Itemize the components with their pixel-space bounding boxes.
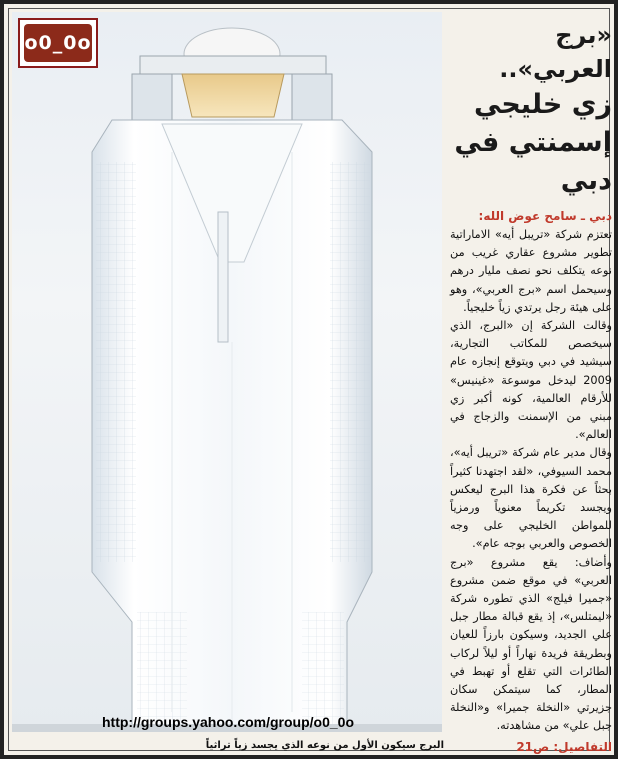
paragraph: وقال مدير عام شركة «تريبل أيه»، محمد السيوفي، «لقد اجتهدنا كثيراً بحثاً عن فكرة هذا البرج ليعكس ويجسد تكريماً معنوياً ورمزياً للمواطن الخليجي على وجه الخصوص والعربي بوجه عام». [450,446,612,551]
logo-face-icon: o0_0o [24,24,92,62]
headline-line-1: «برج العربي».. [499,21,612,83]
headline-line-3: إسمنتي في دبي [454,127,612,196]
details-reference: التفاصيل: ص21 [516,739,612,754]
headline-line-2: زي خليجي [474,89,612,120]
article-column [450,14,612,752]
paragraph: وأضاف: يقع مشروع «برج العربي» في موقع ضمن مشروع «جميرا فيلج» الذي تطوره شركة «ليمتلس»، إذ يقع قبالة مطار جبل علي الجديد، وسيكون بارزاً للعيان وبطريقة فريدة نهاراً أو ليلاً لركاب الطائرات التي تقلع أو تهبط في المطار، كما سيتمكن سكان جزيرتي «النخلة جميرا» و«النخلة جبل علي» من مشاهدته. [450,555,612,733]
tower-illustration [12,12,442,732]
paragraph: وقالت الشركة إن «البرج، الذي سيخصص للمكاتب التجارية، سيشيد في دبي ويتوقع إنجازه عام 2009 ليدخل موسوعة «غينيس» للأرقام العالمية، كونه أكبر زي مبني من الإسمنت والزجاج في العالم». [450,319,612,442]
byline: دبي ـ سامح عوض الله: [478,209,612,223]
url-watermark: http://groups.yahoo.com/group/o0_0o [102,714,354,730]
tower-drawing [12,12,442,732]
group-logo [18,18,98,68]
paragraph: تعتزم شركة «تريبل أيه» الاماراتية تطوير مشروع عقاري غريب من نوعه يتكلف نحو نصف مليار درهم وسيحمل اسم «برج العربي»، وهو على هيئة رجل يرتدي زياً خليجياً. [450,228,612,314]
article-body [450,226,612,736]
photo-caption: البرج سيكون الأول من نوعه الذي يجسد زياً تراثياً [205,740,444,751]
